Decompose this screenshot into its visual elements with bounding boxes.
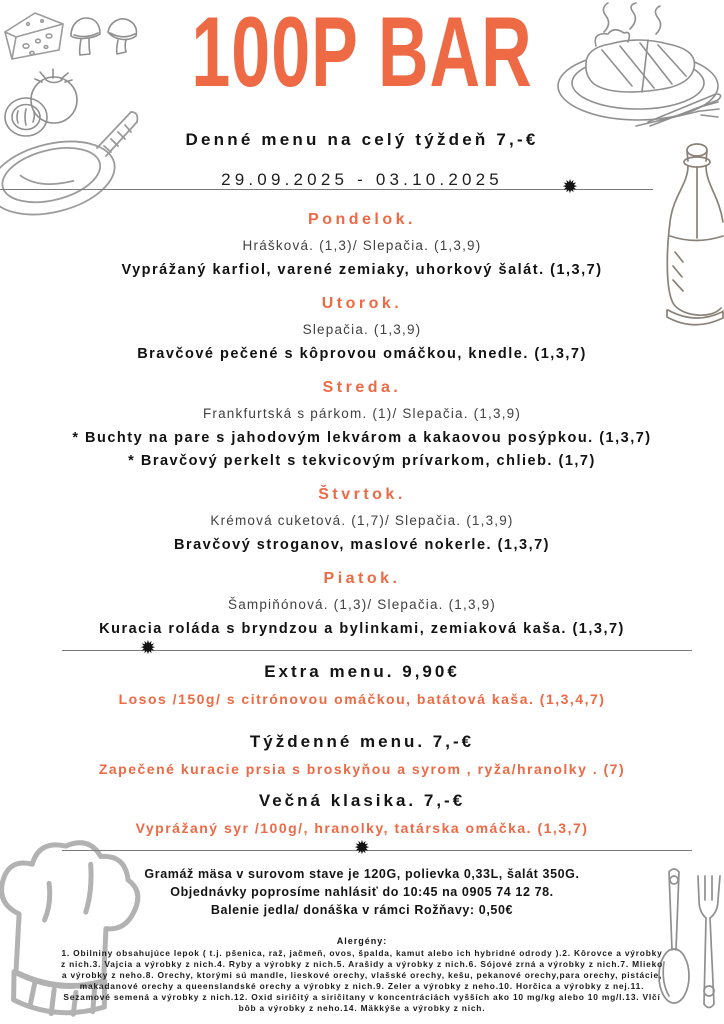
special-title: Týždenné menu. 7,-€ xyxy=(249,732,475,751)
footer-notes xyxy=(0,866,724,918)
day-main: * Buchty na pare s jahodovým lekvárom a kakaovou posýpkou. (1,3,7) xyxy=(72,430,652,446)
day-section xyxy=(0,379,724,470)
day-name: Piatok. xyxy=(323,570,401,587)
day-section xyxy=(0,295,724,363)
daily-menu xyxy=(0,203,724,654)
day-section xyxy=(0,570,724,638)
day-soups: Frankfurtská s párkom. (1)/ Slepačia. (1,3,9) xyxy=(202,406,522,421)
day-main: Bravčový stroganov, maslové nokerle. (1,3,7) xyxy=(173,537,550,553)
page-title: 100P BAR xyxy=(191,0,533,108)
day-section xyxy=(0,211,724,279)
special-title: Večná klasika. 7,-€ xyxy=(258,791,466,810)
day-section xyxy=(0,486,724,554)
day-soups: Šampiňónová. (1,3)/ Slepačia. (1,3,9) xyxy=(227,597,497,612)
day-name: Streda. xyxy=(322,379,402,396)
day-name: Štvrtok. xyxy=(318,486,406,503)
divider-bottom xyxy=(62,837,692,859)
star-divider-icon: ✹ xyxy=(562,176,578,198)
special-item: Zapečené kuracie prsia s broskyňou a syrom , ryža/hranolky . (7) xyxy=(98,761,626,777)
menu-subtitle: Denné menu na celý týždeň 7,-€ xyxy=(185,130,539,149)
special-section xyxy=(0,791,724,836)
special-title: Extra menu. 9,90€ xyxy=(264,662,460,681)
day-soups: Krémová cuketová. (1,7)/ Slepačia. (1,3,9) xyxy=(210,513,514,528)
special-item: Losos /150g/ s citrónovou omáčkou, batátová kaša. (1,3,4,7) xyxy=(118,691,606,707)
day-soups: Slepačia. (1,3,9) xyxy=(302,322,422,337)
specials-menu xyxy=(0,662,724,836)
day-main: Bravčové pečené s kôprovou omáčkou, knedle. (1,3,7) xyxy=(137,346,587,362)
footer-line: Balenie jedla/ donáška v rámci Rožňavy: 0,50€ xyxy=(210,903,514,917)
special-item: Vyprážaný syr /100g/, hranolky, tatárska omáčka. (1,3,7) xyxy=(135,820,589,836)
star-divider-icon: ✹ xyxy=(354,837,370,859)
day-soups: Hrášková. (1,3)/ Slepačia. (1,3,9) xyxy=(242,238,482,253)
footer-line: Objednávky poprosíme nahlásiť do 10:45 na 0905 74 12 78. xyxy=(170,885,554,899)
day-name: Pondelok. xyxy=(308,211,416,228)
day-main: Vyprážaný karfiol, varené zemiaky, uhorkový šalát. (1,3,7) xyxy=(121,262,603,278)
day-main: * Bravčový perkelt s tekvicovým prívarkom, chlieb. (1,7) xyxy=(128,453,596,469)
special-section xyxy=(0,662,724,707)
footer-line: Gramáž mäsa v surovom stave je 120G, polievka 0,33L, šalát 350G. xyxy=(144,867,580,881)
header xyxy=(0,0,724,190)
day-main: Kuracia roláda s bryndzou a bylinkami, zemiaková kaša. (1,3,7) xyxy=(99,621,625,637)
allergens-text: 1. Obilniny obsahujúce lepok ( t.j. pšenica, raž, jačmeň, ovos, špalda, kamut alebo ich hybridné odrody ).2. Kôrovce a výrobky z nich.3. Vajcia a výrobky z nich.4. Ryby a výrobky z nich.5. Arašidy a výrobky z nich.6. Sójové zrná a výrobky z nich.7. Mlieko a výrobky z neho.8. Orechy, ktorými sú mandle, lieskové orechy, vlašské orechy, kešu, pekanové orechy,para orechy, pistácie, makadanové orechy a queenslandské orechy a výrobky z nich.9. Zeler a výrobky z neho.10. Horčica a výrobky z nej.11. Sezamové semená a výrobky z nich.12. Oxid siričitý a siričitany v koncentráciách vyšších ako 10 mg/kg alebo 10 mg/l.13. Vlčí bôb a výrobky z neho.14. Mäkkýše a výrobky z nich. xyxy=(61,948,663,1013)
allergens-title: Alergény: xyxy=(336,936,388,946)
day-name: Utorok. xyxy=(321,295,403,312)
special-section xyxy=(0,732,724,777)
footer xyxy=(0,866,724,1014)
star-divider-icon: ✹ xyxy=(140,637,156,659)
date-range: 29.09.2025 - 03.10.2025 xyxy=(221,170,503,189)
